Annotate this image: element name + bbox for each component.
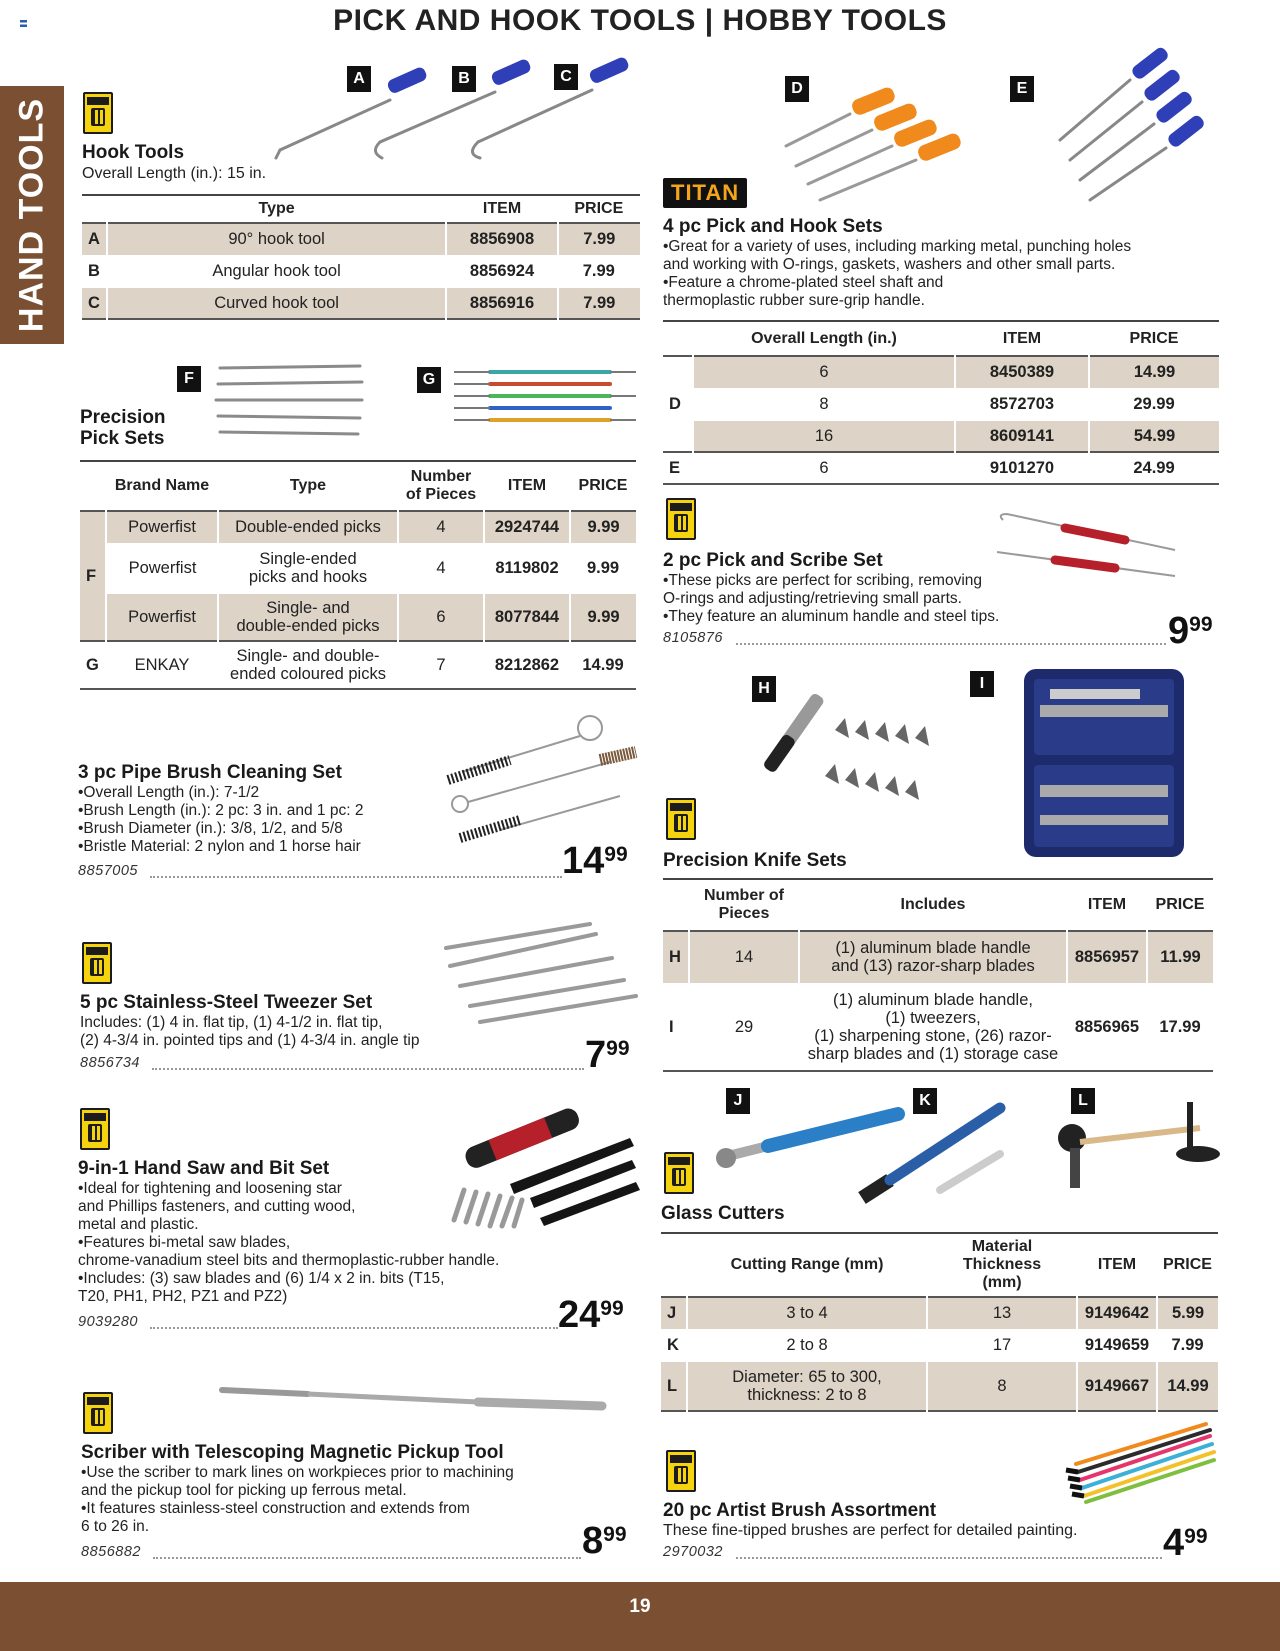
pick-scribe-sku: 8105876 [663, 630, 723, 646]
table-row: L Diameter: 65 to 300, thickness: 2 to 8 8 9149667 14.99 [661, 1361, 1218, 1411]
power-fist-logo-icon [83, 1392, 113, 1434]
pick-scribe-price: $9^{99}$ [1168, 610, 1213, 652]
glass-cutters-title: Glass Cutters [661, 1203, 785, 1224]
col-item: ITEM [482, 200, 522, 217]
saw-bit-bullets: •Ideal for tightening and loosening star and Phillips fasteners, and cutting wood, metal and plastic. •Features bi-metal saw blades, chrome-vanadium steel bits and thermoplastic-rubber handle. •Includes: (3) saw blades and (6) 1/4 x 2 in. bits (T15, T20, PH1, PH2, PZ1 and PZ2) [78, 1180, 500, 1305]
side-tab-label: HAND TOOLS [12, 97, 51, 333]
artist-brush-image [1060, 1422, 1220, 1502]
power-fist-logo-icon [664, 1152, 694, 1194]
pick-hook-sets-bullets: •Great for a variety of uses, including marking metal, punching holes and working with O-rings, gaskets, washers and other small parts. •Feature a chrome-plated steel shaft and thermoplastic rubber sure-grip handle. [663, 238, 1132, 309]
table-row: G ENKAY Single- and double- ended coloured picks 7 8212862 14.99 [80, 641, 636, 689]
table-row: Powerfist Single-ended picks and hooks 4 8119802 9.99 [80, 543, 636, 593]
pipe-brush-price: $14^{99}$ [562, 840, 628, 882]
pick-hook-sets-title: 4 pc Pick and Hook Sets [663, 216, 883, 237]
letter-a: A [347, 66, 371, 92]
power-fist-logo-icon [666, 1450, 696, 1492]
letter-d: D [785, 76, 809, 102]
table-row: C Curved hook tool 8856916 7.99 [82, 287, 640, 319]
hook-tools-image [270, 62, 640, 182]
scriber-sku: 8856882 [81, 1544, 141, 1560]
page-footer [0, 1582, 1280, 1651]
table-row: D 6 8450389 14.99 [663, 356, 1219, 388]
table-row: F Powerfist Double-ended picks 4 2924744 9.99 [80, 511, 636, 543]
tweezer-title: 5 pc Stainless-Steel Tweezer Set [80, 992, 373, 1013]
pick-hook-sets-table: Overall Length (in.) ITEM PRICE D 6 8450389 14.99 8 8572703 29.99 16 8609141 54.99 E 6 9101270 24.99 [663, 320, 1219, 485]
pick-set-g-image [450, 366, 640, 432]
pick-scribe-bullets: •These picks are perfect for scribing, removing O-rings and adjusting/retrieving small parts. •They feature an aluminum handle and steel tips. [663, 572, 1000, 625]
letter-h: H [752, 676, 776, 702]
divider [153, 1557, 581, 1559]
saw-bit-price: $24^{99}$ [558, 1294, 624, 1336]
col-price: PRICE [574, 200, 624, 217]
pick-hook-set-d-image [780, 84, 980, 194]
tweezer-image [440, 918, 640, 1028]
artist-brush-description: These fine-tipped brushes are perfect for detailed painting. [663, 1522, 1078, 1539]
table-row: B Angular hook tool 8856924 7.99 [82, 255, 640, 287]
power-fist-logo-icon [80, 1108, 110, 1150]
glass-cutter-k-image [850, 1094, 1020, 1214]
glass-cutters-table: Cutting Range (mm) Material Thickness (mm) ITEM PRICE J 3 to 4 13 9149642 5.99 K 2 to 8 17 9149659 7.99 L Diameter: 65 to 300, thickness: 2 to 8 8 9149667 14.99 [661, 1232, 1218, 1412]
saw-bit-title: 9-in-1 Hand Saw and Bit Set [78, 1158, 330, 1179]
precision-pick-title: Precision Pick Sets [80, 407, 166, 449]
power-fist-logo-icon [666, 798, 696, 840]
pipe-brush-sku: 8857005 [78, 863, 138, 879]
table-row: E 6 9101270 24.99 [663, 452, 1219, 484]
scriber-title: Scriber with Telescoping Magnetic Pickup Tool [81, 1442, 504, 1463]
table-row: K 2 to 8 17 9149659 7.99 [661, 1329, 1218, 1361]
letter-g: G [417, 367, 441, 393]
page-title: PICK AND HOOK TOOLS | HOBBY TOOLS [333, 4, 947, 37]
knife-set-i-image [1020, 665, 1190, 865]
pick-scribe-image [995, 510, 1180, 580]
letter-c: C [554, 64, 578, 90]
pick-scribe-title: 2 pc Pick and Scribe Set [663, 550, 883, 571]
scriber-bullets: •Use the scriber to mark lines on workpieces prior to machining and the pickup tool for picking up ferrous metal. •It features stainless-steel construction and extends from 6 to 26 in. [81, 1464, 514, 1535]
artist-brush-sku: 2970032 [663, 1544, 723, 1560]
letter-k: K [913, 1088, 937, 1114]
table-row: J 3 to 4 13 9149642 5.99 [661, 1297, 1218, 1329]
tweezer-price: $7^{99}$ [585, 1034, 630, 1076]
table-row: Powerfist Single- and double-ended picks 6 8077844 9.99 [80, 593, 636, 641]
table-row: H 14 (1) aluminum blade handle and (13) razor-sharp blades 8856957 11.99 [663, 931, 1213, 983]
hook-tools-table [82, 194, 640, 320]
power-fist-logo-icon [82, 942, 112, 984]
hook-tools-title: Hook Tools [82, 142, 185, 163]
pipe-brush-bullets: •Overall Length (in.): 7-1/2 •Brush Length (in.): 2 pc: 3 in. and 1 pc: 2 •Brush Diameter (in.): 3/8, 1/2, and 5/8 •Bristle Material: 2 nylon and 1 horse hair [78, 784, 364, 855]
pipe-brush-title: 3 pc Pipe Brush Cleaning Set [78, 762, 342, 783]
pick-hook-set-e-image [1050, 60, 1210, 210]
glass-cutter-l-image [1050, 1092, 1230, 1202]
scriber-price: $8^{99}$ [582, 1520, 627, 1562]
knife-sets-title: Precision Knife Sets [663, 850, 847, 871]
tweezer-description: Includes: (1) 4 in. flat tip, (1) 4-1/2 in. flat tip, (2) 4-3/4 in. pointed tips and (1) 4-3/4 in. angle tip [80, 1014, 420, 1049]
side-tab [0, 86, 64, 344]
divider [736, 643, 1166, 645]
table-row: 16 8609141 54.99 [663, 420, 1219, 452]
artist-brush-title: 20 pc Artist Brush Assortment [663, 1500, 937, 1521]
artist-brush-price: $4^{99}$ [1163, 1522, 1208, 1564]
pick-set-f-image [210, 360, 370, 440]
precision-pick-table: Brand Name Type Number of Pieces ITEM PRICE F Powerfist Double-ended picks 4 2924744 9.99 Powerfist Single-ended picks and hooks 4 8119802 9.99 Powerfist Single- and double-ended picks 6 8077844 9.99 G ENKAY Single- and double- ended coloured picks 7 8212862 14.99 [80, 460, 636, 690]
knife-sets-table: Number of Pieces Includes ITEM PRICE H 14 (1) aluminum blade handle and (13) razor-sharp blades 8856957 11.99 I 29 (1) aluminum blade handle, (1) tweezers, (1) sharpening stone, (26) razor- sharp blades and (1) storage case 8856965 17.99 [663, 878, 1213, 1072]
col-type: Type [258, 200, 295, 217]
hook-tools-subtitle: Overall Length (in.): 15 in. [82, 165, 267, 182]
saw-bit-sku: 9039280 [78, 1314, 138, 1330]
divider [736, 1557, 1162, 1559]
tweezer-sku: 8856734 [80, 1055, 140, 1071]
titan-logo: TITAN [663, 178, 747, 208]
letter-e: E [1010, 76, 1034, 102]
letter-b: B [452, 66, 476, 92]
power-fist-logo-icon [83, 92, 113, 134]
table-row: A 90° hook tool 8856908 7.99 [82, 223, 640, 255]
page-number: 19 [629, 1596, 651, 1617]
scriber-image [218, 1382, 608, 1422]
power-fist-logo-icon [666, 498, 696, 540]
letter-l: L [1071, 1088, 1095, 1114]
knife-set-h-image [745, 680, 930, 820]
letter-j: J [726, 1088, 750, 1114]
letter-f: F [177, 366, 201, 392]
divider [152, 1068, 584, 1070]
table-row: 8 8572703 29.99 [663, 388, 1219, 420]
divider [150, 876, 562, 878]
table-row: I 29 (1) aluminum blade handle, (1) tweezers, (1) sharpening stone, (26) razor- sharp blades and (1) storage case 8856965 17.99 [663, 983, 1213, 1071]
divider [150, 1327, 558, 1329]
letter-i: I [970, 671, 994, 697]
